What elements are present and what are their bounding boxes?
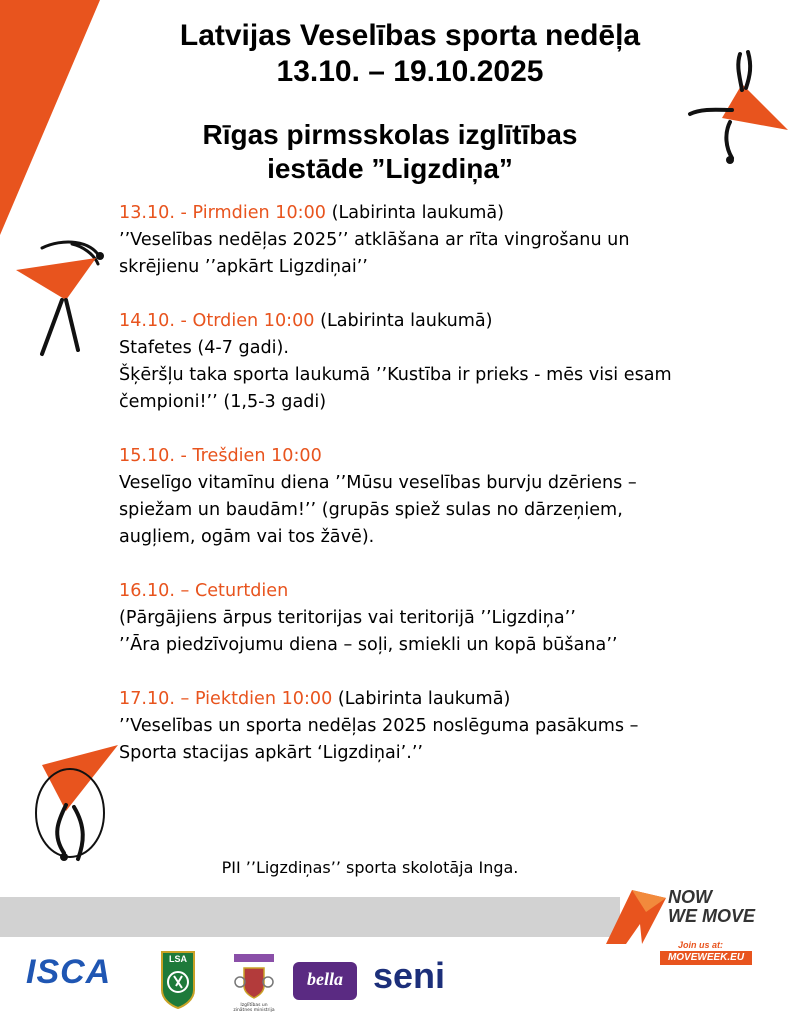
schedule-day-place: (Labirinta laukumā) xyxy=(326,203,505,223)
ministry-coat-of-arms-icon xyxy=(232,954,276,1002)
lsa-logo-text: LSA xyxy=(169,954,187,964)
schedule-list xyxy=(119,200,789,767)
schedule-day xyxy=(119,686,789,767)
schedule-day-date: 14.10. - Otrdien 10:00 xyxy=(119,311,315,331)
schedule-day xyxy=(119,308,789,416)
schedule-day-text: ’’Veselības nedēļas 2025’’ atklāšana ar rīta vingrošanu un xyxy=(119,230,630,250)
footer-gray-band-tip xyxy=(560,897,600,937)
jumping-figure-icon xyxy=(22,735,132,865)
schedule-day-heading xyxy=(119,578,789,605)
schedule-day-text: Stafetes (4-7 gadi). xyxy=(119,338,290,358)
corner-orange-triangle xyxy=(0,0,100,240)
footer-gray-band xyxy=(0,897,620,937)
schedule-day-heading xyxy=(119,686,789,713)
move-week-logo-icon xyxy=(606,890,668,946)
schedule-day-date: 17.10. – Piektdien 10:00 xyxy=(119,689,333,709)
schedule-day-place: (Labirinta laukumā) xyxy=(314,311,493,331)
schedule-day-text: Šķēršļu taka sporta laukumā ’’Kustība ir prieks - mēs visi esam xyxy=(119,365,672,385)
schedule-day-date: 15.10. - Trešdien 10:00 xyxy=(119,446,322,466)
isca-logo: ISCA xyxy=(26,953,112,991)
teacher-signature: PII ’’Ligzdiņas’’ sporta skolotāja Inga. xyxy=(221,858,519,877)
schedule-day-text: spiežam un baudām!’’ (grupās spiež sulas no dārzeņiem, xyxy=(119,500,623,520)
bella-logo: bella xyxy=(307,969,343,989)
ministry-logo-text: Izglītības un zinātnes ministrija xyxy=(233,1003,275,1013)
seni-logo: seni xyxy=(373,955,446,996)
institution-line1: Rīgas pirmsskolas izglītības xyxy=(202,119,578,150)
move-week-join: Join us at: xyxy=(678,940,724,950)
schedule-day-heading xyxy=(119,308,789,335)
event-dates: 13.10. – 19.10.2025 xyxy=(276,55,544,88)
schedule-day-text: skrējienu ’’apkārt Ligzdiņai’’ xyxy=(119,257,368,277)
event-title-line1: Latvijas Veselības sporta nedēļa xyxy=(179,19,641,52)
schedule-day-text: Sporta stacijas apkārt ‘Ligzdiņai’.’’ xyxy=(119,743,424,763)
schedule-day-heading xyxy=(119,443,789,470)
schedule-day-text: čempioni!’’ (1,5-3 gadi) xyxy=(119,392,327,412)
schedule-day-heading xyxy=(119,200,789,227)
institution-line2: iestāde ”Ligzdiņa” xyxy=(267,153,513,184)
schedule-day-text: ’’Āra piedzīvojumu diena – soļi, smiekli un kopā būšana’’ xyxy=(119,635,618,655)
schedule-day xyxy=(119,443,789,551)
schedule-day-text: ’’Veselības un sporta nedēļas 2025 noslēguma pasākums – xyxy=(119,716,639,736)
move-week-url: MOVEWEEK.EU xyxy=(660,951,752,965)
institution-name xyxy=(130,118,650,186)
move-week-now: NOW xyxy=(668,887,712,907)
schedule-day-text: augļiem, ogām vai tos žāvē). xyxy=(119,527,375,547)
schedule-day-place: (Labirinta laukumā) xyxy=(332,689,511,709)
running-figure-icon xyxy=(12,230,112,360)
schedule-day-text: (Pārgājiens ārpus teritorijas vai teritorijā ’’Ligzdiņa’’ xyxy=(119,608,576,628)
schedule-day-text: Veselīgo vitamīnu diena ’’Mūsu veselības burvju dzēriens – xyxy=(119,473,637,493)
schedule-day xyxy=(119,200,789,281)
handstand-figure-icon xyxy=(680,48,790,168)
event-title xyxy=(100,18,720,90)
schedule-day-date: 13.10. - Pirmdien 10:00 xyxy=(119,203,326,223)
move-week-we-move: WE MOVE xyxy=(668,906,756,926)
schedule-day xyxy=(119,578,789,659)
schedule-day-date: 16.10. – Ceturtdien xyxy=(119,581,289,601)
